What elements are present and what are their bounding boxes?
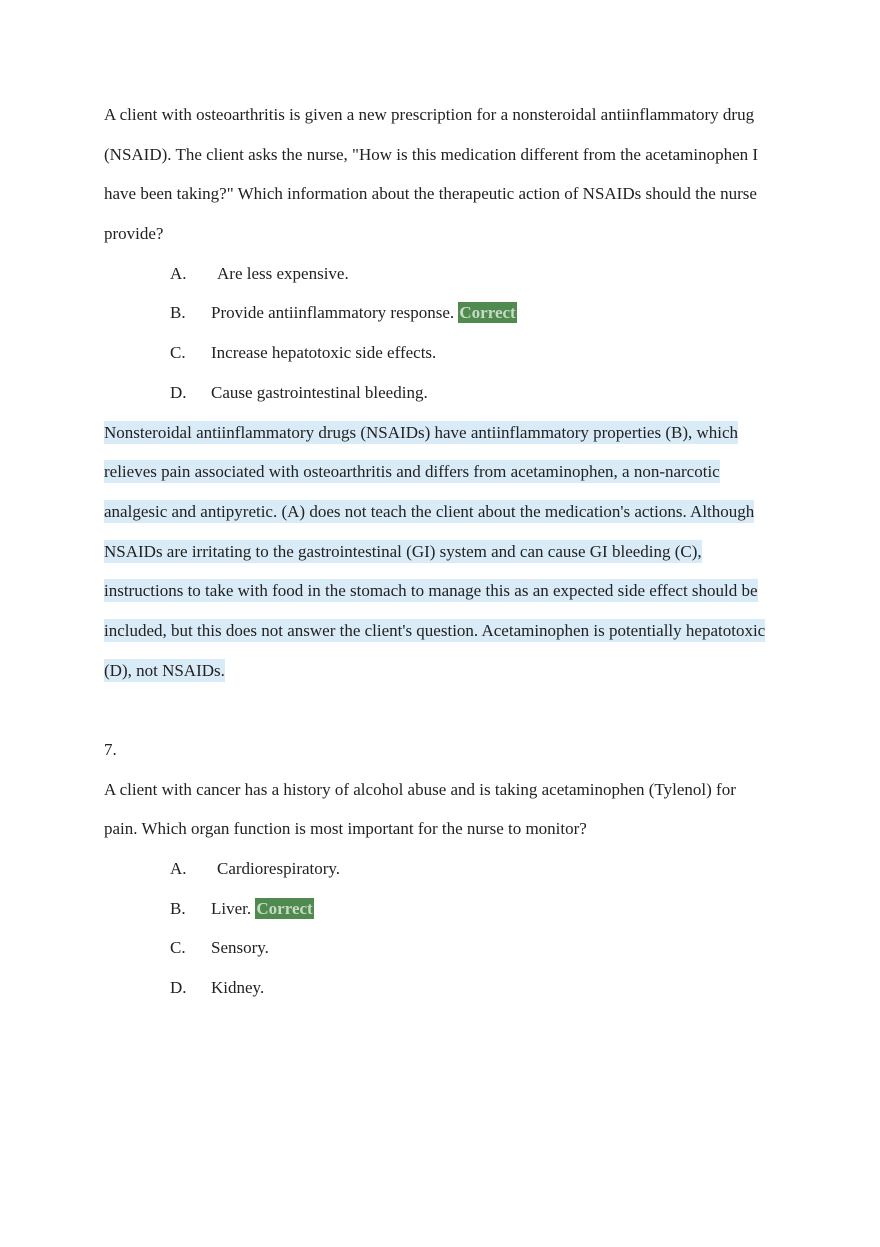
stem-line: have been taking?" Which information about the therapeutic action of NSAIDs should the nurse [104,184,757,204]
stem-line: A client with osteoarthritis is given a new prescription for a nonsteroidal antiinflammatory drug [104,105,755,124]
option-b [104,296,794,336]
option-letter: D. [170,382,187,402]
option-text: Sensory. [211,938,269,958]
rationale-line: included, but this does not answer the client's question. Acetaminophen is potentially hepatotoxic [104,620,766,640]
option-text: Increase hepatotoxic side effects. [211,343,437,363]
rationale-line: NSAIDs are irritating to the gastrointestinal (GI) system and can cause GI bleeding (C), [104,541,702,561]
option-a [104,257,794,297]
rationale-line: (D), not NSAIDs. [104,660,225,680]
rationale-line: relieves pain associated with osteoarthritis and differs from acetaminophen, a non-narcotic [104,462,720,482]
option-d [104,971,794,1011]
option-letter: B. [170,303,186,323]
question-6-stem [104,98,794,257]
rationale-line: instructions to take with food in the stomach to manage this as an expected side effect should be [104,581,758,601]
option-c [104,336,794,376]
stem-line: provide? [104,224,164,244]
option-text: Cause gastrointestinal bleeding. [211,382,428,402]
stem-line: pain. Which organ function is most important for the nurse to monitor? [104,819,587,839]
option-letter: C. [170,938,186,958]
option-text: Kidney. [211,978,265,998]
option-letter: A. [170,859,187,879]
option-d [104,376,794,416]
question-7-stem [104,773,794,852]
rationale-line: Nonsteroidal antiinflammatory drugs (NSAIDs) have antiinflammatory properties (B), which [104,422,739,442]
option-letter: D. [170,978,187,998]
option-text: Are less expensive. [217,263,349,283]
option-letter: C. [170,343,186,363]
rationale-line: analgesic and antipyretic. (A) does not teach the client about the medication's actions. Although [104,501,755,521]
option-text: Provide antiinflammatory response. [211,303,455,323]
option-letter: B. [170,898,186,918]
option-text: Liver. [211,898,252,918]
option-text: Cardiorespiratory. [217,859,341,879]
rationale [104,416,794,694]
stem-line: A client with cancer has a history of alcohol abuse and is taking acetaminophen (Tylenol) for [104,779,736,799]
stem-line: (NSAID). The client asks the nurse, "How is this medication different from the acetaminophen I [104,144,759,164]
option-c [104,931,794,971]
document-page [104,98,794,1011]
correct-badge: Correct [459,303,516,323]
option-letter: A. [170,263,187,283]
option-b [104,892,794,932]
question-number: 7. [104,740,117,759]
correct-badge: Correct [256,898,313,918]
option-a [104,852,794,892]
